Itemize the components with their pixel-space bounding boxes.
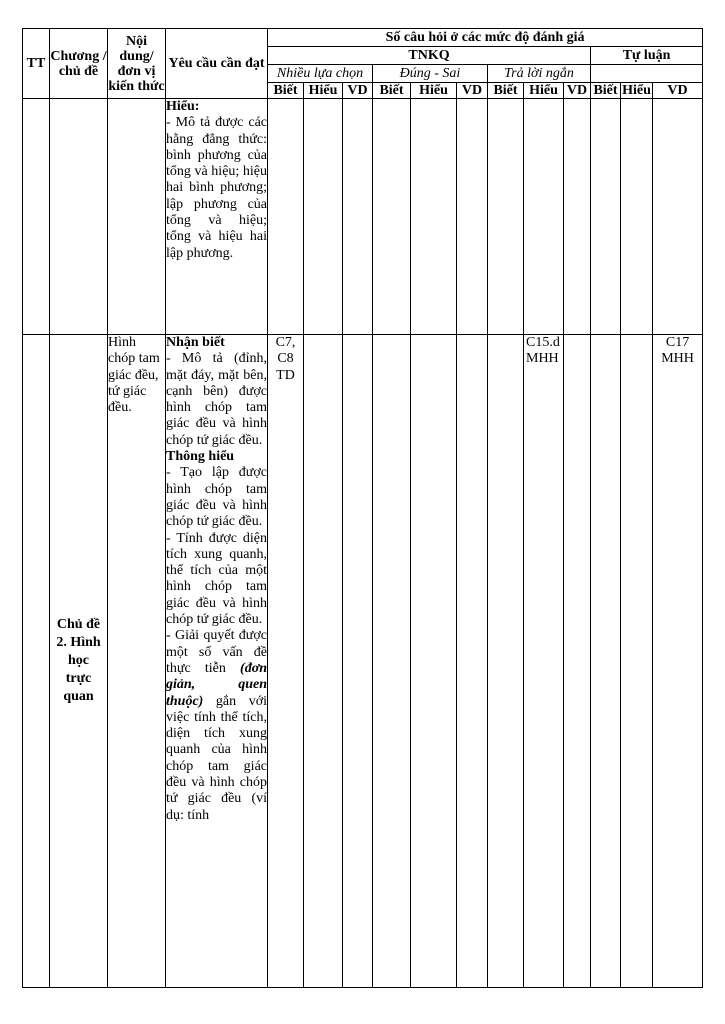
- level-essay-apply: VD: [653, 83, 703, 99]
- header-chapter: Chương / chủ đề: [50, 29, 108, 99]
- table-row: [23, 99, 703, 335]
- chapter-cell: Chủ đề 2. Hình học trực quan: [50, 335, 108, 988]
- header-multiple-choice: Nhiều lựa chọn: [268, 65, 373, 83]
- header-question-count: Số câu hỏi ở các mức độ đánh giá: [268, 29, 703, 47]
- understand-heading: Thông hiểu: [166, 449, 235, 465]
- understand-text-1: - Tạo lập được hình chóp tam giác đều và hình chóp tứ giác đều.: [166, 465, 267, 530]
- table-row: [23, 335, 703, 988]
- understand-text-3a: - Giải quyết được một số vấn đề thực tiễn: [166, 628, 267, 676]
- level-sa-understand: Hiểu: [524, 83, 564, 99]
- header-tt: TT: [23, 29, 50, 99]
- requirement-cell: [166, 335, 268, 988]
- header-tnkq: TNKQ: [268, 47, 591, 65]
- understand-text-3c: gắn với việc tính thể tích, diện tích xung quanh của hình chóp tam giác đều và hình chóp tứ giác đều (ví dụ: tính: [166, 693, 267, 823]
- requirement-heading: Hiểu:: [166, 99, 200, 114]
- level-tf-apply: VD: [457, 83, 488, 99]
- header-requirement: Yêu cầu cần đạt: [166, 29, 268, 99]
- recognize-heading: Nhận biết: [166, 335, 225, 350]
- requirement-text: - Mô tả được các hằng đẳng thức: bình phương của tổng và hiệu; hiệu hai bình phương; lập phương của tổng và hiệu; tổng và hiệu hai lập phương.: [166, 115, 267, 261]
- understand-text-2: - Tính được diện tích xung quanh, thể tích của một hình chóp tam giác đều và hình chóp tứ giác đều.: [166, 530, 267, 628]
- recognize-text: - Mô tả (đỉnh, mặt đáy, mặt bên, cạnh bên) được hình chóp tam giác đều và hình chóp tứ giác đều.: [166, 351, 267, 448]
- understand-text-3: [166, 628, 267, 824]
- essay-apply-cell: C17 MHH: [653, 335, 703, 988]
- level-sa-apply: VD: [564, 83, 591, 99]
- level-essay-know: Biết: [591, 83, 621, 99]
- sa-understand-cell: C15.d MHH: [524, 335, 564, 988]
- header-true-false: Đúng - Sai: [373, 65, 488, 83]
- header-essay: Tự luận: [591, 47, 703, 65]
- understand-text-3b: (đơn giản, quen thuộc): [166, 660, 267, 709]
- level-mc-apply: VD: [343, 83, 373, 99]
- mc-know-cell: C7, C8 TD: [268, 335, 304, 988]
- level-sa-know: Biết: [488, 83, 524, 99]
- requirement-cell: [166, 99, 268, 335]
- level-mc-understand: Hiểu: [304, 83, 343, 99]
- header-essay-blank: [591, 65, 703, 83]
- unit-cell: Hình chóp tam giác đều, tứ giác đều.: [108, 335, 166, 988]
- assessment-matrix-table: [22, 28, 703, 988]
- level-tf-understand: Hiểu: [411, 83, 457, 99]
- level-mc-know: Biết: [268, 83, 304, 99]
- level-essay-understand: Hiểu: [622, 83, 651, 98]
- header-content: Nội dung/ đơn vị kiến thức: [108, 29, 166, 99]
- header-short-answer: Trả lời ngắn: [488, 65, 591, 83]
- level-tf-know: Biết: [373, 83, 411, 99]
